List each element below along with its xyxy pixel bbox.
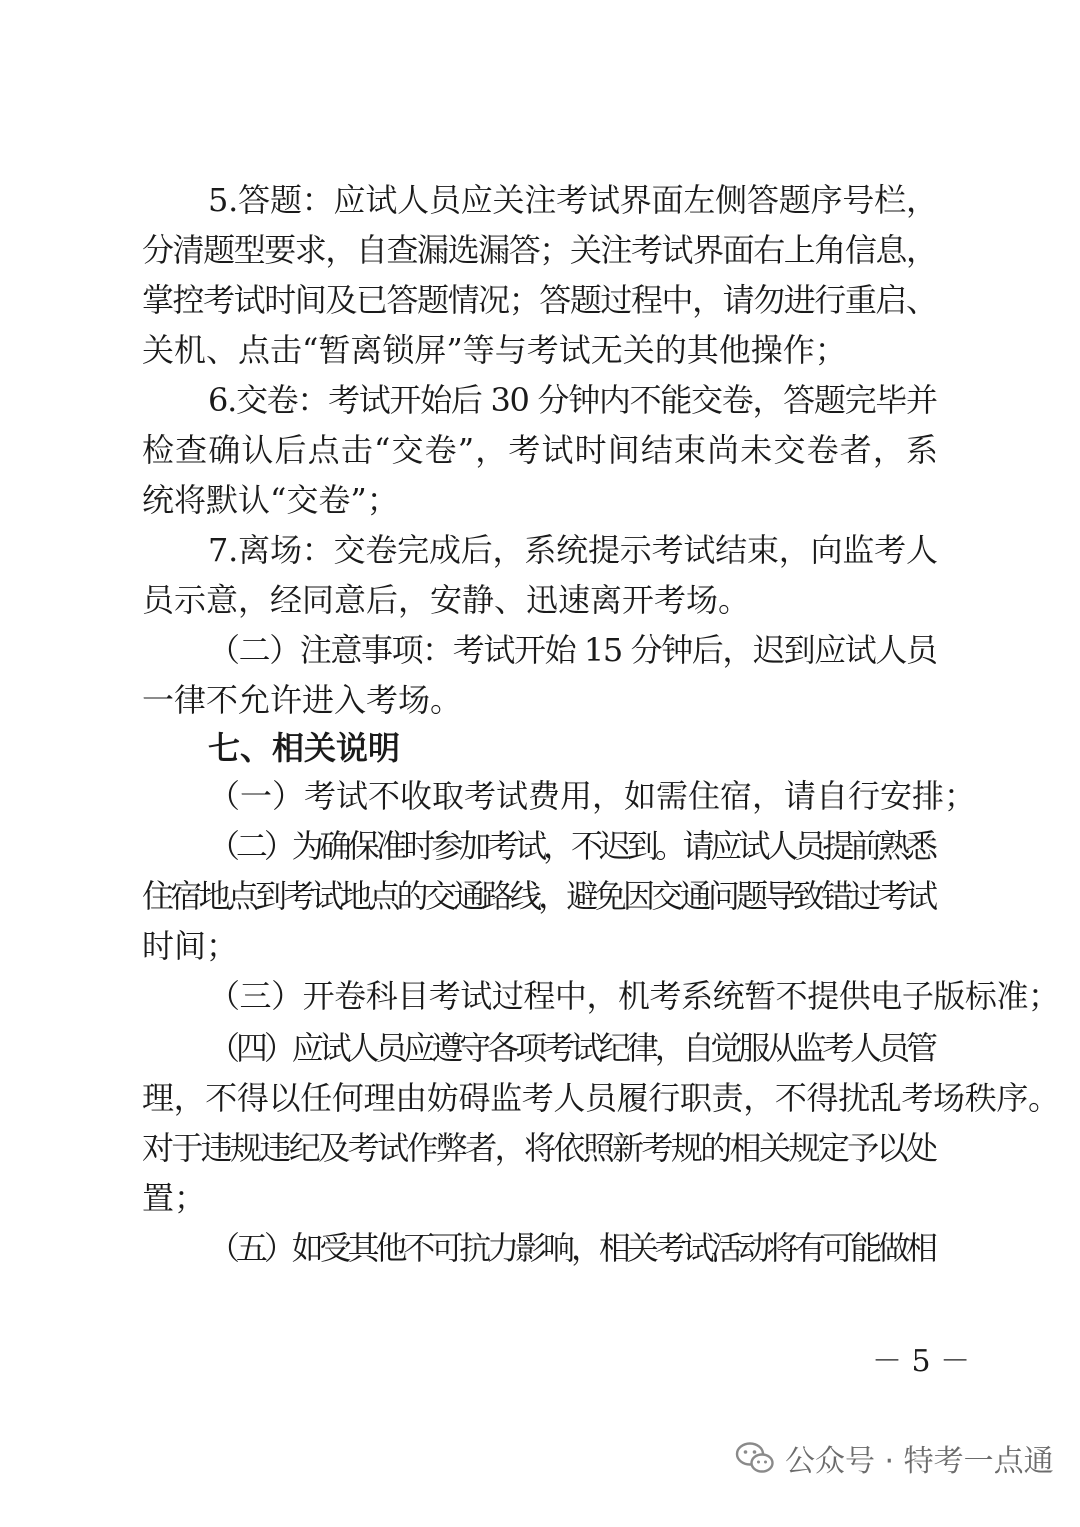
- text-line: [0, 424, 1080, 476]
- text-line: [0, 870, 1080, 922]
- section-heading: [0, 722, 1080, 774]
- text-line: [0, 374, 1080, 426]
- text-line-content: 员示意，经同意后，安静、迅速离开考场。: [142, 581, 751, 619]
- text-line-content: 住宿地点到考试地点的交通路线，避免因交通问题导致错过考试: [142, 877, 935, 915]
- text-line: [0, 1122, 1080, 1174]
- text-line-content: 一律不允许进入考场。: [142, 681, 463, 719]
- text-line-content: 分清题型要求，自查漏选漏答；关注考试界面右上角信息，: [142, 231, 937, 269]
- text-line-content: （五）如受其他不可抗力影响，相关考试活动将有可能做相: [208, 1229, 934, 1267]
- text-line: [0, 1022, 1080, 1074]
- text-line-content: 七、相关说明: [208, 729, 401, 767]
- text-line-content: 掌控考试时间及已答题情况；答题过程中，请勿进行重启、: [142, 281, 937, 319]
- watermark: [735, 1430, 1054, 1486]
- text-line: [0, 920, 1080, 972]
- text-line-content: 理，不得以任何理由妨碍监考人员履行职责，不得扰乱考场秩序。: [142, 1079, 1060, 1117]
- text-line: [0, 324, 1080, 376]
- text-line-content: 7.离场：交卷完成后，系统提示考试结束，向监考人: [208, 531, 938, 569]
- wechat-icon: [735, 1441, 775, 1475]
- text-line-content: 5.答题：应试人员应关注考试界面左侧答题序号栏，: [208, 181, 938, 219]
- text-line: [0, 224, 1080, 276]
- text-line-content: 6.交卷：考试开始后 30 分钟内不能交卷，答题完毕并: [208, 381, 937, 419]
- text-line-content: 统将默认“交卷”；: [142, 481, 399, 519]
- text-line: [0, 674, 1080, 726]
- text-line-content: 时间；: [142, 927, 239, 965]
- text-line-content: （三）开卷科目考试过程中，机考系统暂不提供电子版标准；: [208, 977, 1060, 1015]
- text-line: [0, 274, 1080, 326]
- text-line: [0, 524, 1080, 576]
- text-line: [0, 624, 1080, 676]
- text-line: [0, 574, 1080, 626]
- text-line-content: （四）应试人员应遵守各项考试纪律，自觉服从监考人员管: [208, 1029, 934, 1067]
- text-line-content: 关机、点击“暂离锁屏”等与考试无关的其他操作；: [142, 331, 847, 369]
- text-line-content: （二）注意事项：考试开始 15 分钟后，迟到应试人员: [208, 631, 937, 669]
- text-line-content: 置；: [142, 1179, 207, 1217]
- text-line: [0, 1172, 1080, 1224]
- text-line-content: （一）考试不收取考试费用，如需住宿，请自行安排；: [208, 777, 977, 815]
- text-line-content: 检查确认后点击“交卷”，考试时间结束尚未交卷者，系: [142, 431, 940, 469]
- text-line: [0, 1072, 1080, 1124]
- text-line-content: 对于违规违纪及考试作弊者，将依照新考规的相关规定予以处: [142, 1129, 936, 1167]
- watermark-text: 公众号 · 特考一点通: [785, 1444, 1054, 1479]
- text-line: [0, 970, 1080, 1022]
- text-line: [0, 770, 1080, 822]
- text-line: [0, 474, 1080, 526]
- text-line: [0, 1222, 1080, 1274]
- text-line: [0, 174, 1080, 226]
- page-number: － 5 －: [872, 1344, 971, 1379]
- text-line: [0, 820, 1080, 872]
- text-line-content: （二）为确保准时参加考试，不迟到。请应试人员提前熟悉: [208, 827, 934, 865]
